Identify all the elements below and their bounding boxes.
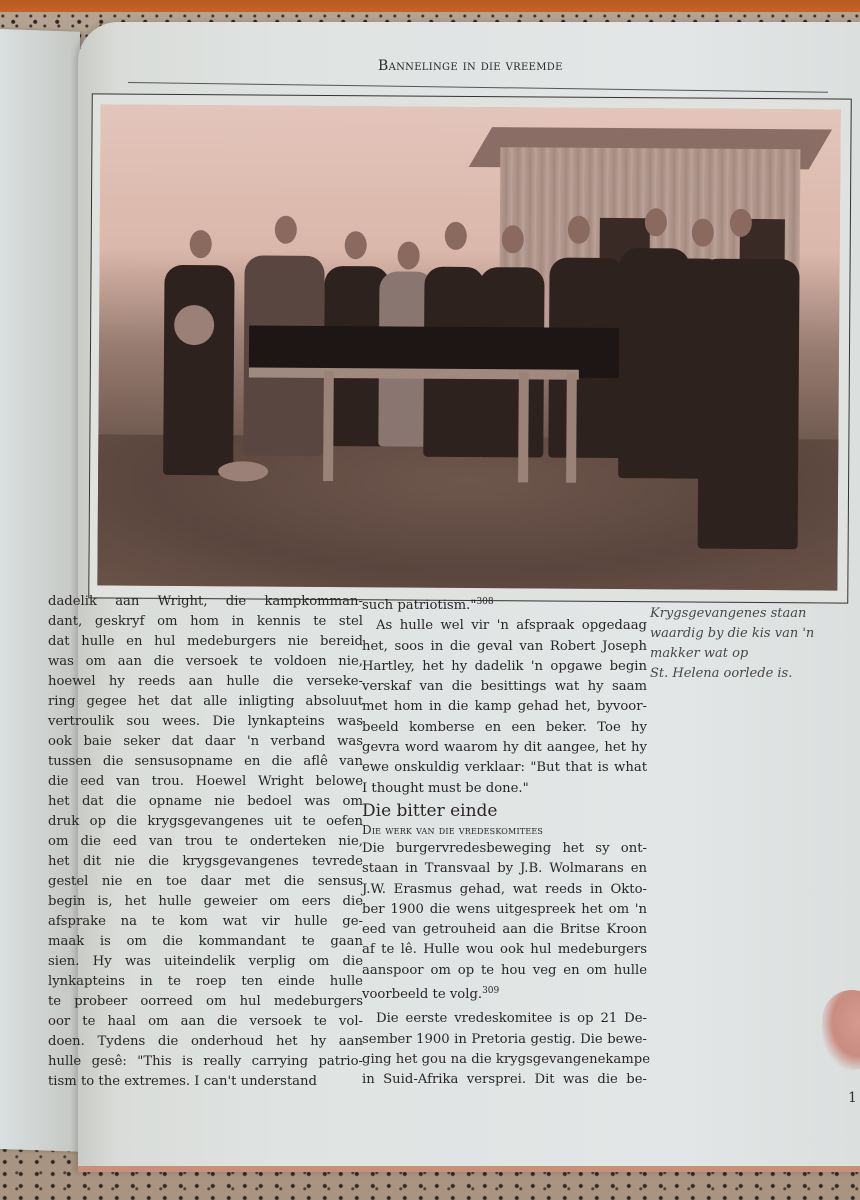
text-line: hulle gesê: "This is really carrying patrio- xyxy=(48,1054,363,1069)
text-line: ewe onskuldig verklaar: "But that is what xyxy=(362,760,647,776)
text-line: tussen die sensusopname en die aflê van xyxy=(48,754,363,769)
section-title: Die bitter einde xyxy=(362,800,498,821)
text-line xyxy=(362,981,647,1005)
text-line: hoewel hy reeds aan hulle die verseke- xyxy=(48,674,363,689)
caption-line: St. Helena oorlede is. xyxy=(650,666,793,681)
text-line: vertroulik sou wees. Die lynkapteins was xyxy=(48,714,363,729)
photo-caption xyxy=(650,604,840,684)
trestle-leg xyxy=(566,373,577,483)
text-line: dadelik aan Wright, die kampkomman- xyxy=(48,594,363,609)
text-line: het dat die opname nie bedoel was om xyxy=(48,794,363,809)
hat-on-ground xyxy=(218,461,268,481)
person-head xyxy=(445,222,467,250)
page-bottom-edge xyxy=(78,1166,860,1172)
historical-photograph xyxy=(97,104,840,590)
text-line: Hartley, het hy dadelik 'n opgawe begin xyxy=(362,658,647,674)
text-column-middle xyxy=(362,592,651,1091)
text-line: ging het gou na die krygsgevangenekampe xyxy=(362,1051,651,1067)
footnote-ref-308[interactable]: 308 xyxy=(476,597,494,607)
text-line: druk op die krygsgevangenes uit te oefen xyxy=(48,814,363,829)
photo-frame xyxy=(88,93,852,603)
footnote-ref-309[interactable]: 309 xyxy=(482,986,500,997)
paragraph-end: such patriotism." xyxy=(362,598,477,613)
trestle-leg xyxy=(518,372,529,482)
text-line: afsprake na te kom wat vir hulle ge- xyxy=(48,914,363,929)
section-subtitle: Die werk van die vredeskomitees xyxy=(362,822,544,837)
text-column-left xyxy=(48,592,363,1092)
text-line: die eed van trou. Hoewel Wright belowe xyxy=(48,774,363,789)
person-head xyxy=(568,216,590,244)
hat-in-hand xyxy=(174,305,214,345)
text-line: ring gegee het dat alle inligting absoluut xyxy=(48,694,363,709)
person-head xyxy=(692,219,714,247)
person-head xyxy=(398,241,420,269)
caption-line: waardig by die kis van 'n xyxy=(650,626,815,641)
person-head xyxy=(730,209,752,237)
thumb-holding-page xyxy=(822,990,860,1070)
text-line: met hom in die kamp gehad het, byvoor- xyxy=(362,699,647,715)
trestle-leg xyxy=(323,371,334,481)
person xyxy=(698,259,800,550)
text-line: sien. Hy was uiteindelik verplig om die xyxy=(48,954,363,969)
text-line: gestel nie en toe daar met die sensus xyxy=(48,874,363,889)
text-line: dant, geskryf om hom in kennis te stel xyxy=(48,614,363,629)
running-head: Bannelinge in die vreemde xyxy=(378,58,563,74)
text-line: sember 1900 in Pretoria gestig. Die bewe- xyxy=(362,1031,647,1047)
text-line: aanspoor om op te hou veg en om hulle xyxy=(362,962,647,978)
text-line: J.W. Erasmus gehad, wat reeds in Okto- xyxy=(362,881,647,897)
text-line: gevra word waarom hy dit aangee, het hy xyxy=(362,740,647,756)
page-number: 1 xyxy=(848,1090,857,1106)
text-line xyxy=(362,592,647,616)
text-line: in Suid-Afrika versprei. Dit was die be- xyxy=(362,1072,647,1088)
person-head xyxy=(502,225,524,253)
text-line: eed van getrouheid aan die Britse Kroon xyxy=(362,922,647,938)
caption-line: Krygsgevangenes staan xyxy=(650,606,807,621)
text-line: begin is, het hulle geweier om eers die xyxy=(48,894,363,909)
text-line: te probeer oorreed om hul medeburgers xyxy=(48,994,363,1009)
text-line: Die burgervredesbeweging het sy ont- xyxy=(362,840,647,856)
paragraph-end: voorbeeld te volg. xyxy=(362,987,483,1003)
text-line: af te lê. Hulle wou ook hul medeburgers xyxy=(362,942,647,958)
person-head xyxy=(345,231,367,259)
text-line: doen. Tydens die onderhoud het hy aan xyxy=(48,1034,363,1049)
text-line: het, soos in die geval van Robert Joseph xyxy=(362,638,647,654)
text-line: oor te haal om aan die versoek te vol- xyxy=(48,1014,363,1029)
text-line: ook baie seker dat daar 'n verband was xyxy=(48,734,363,749)
person xyxy=(163,265,234,475)
person-head xyxy=(275,216,297,244)
text-line: I thought must be done." xyxy=(362,780,529,796)
person-head xyxy=(190,230,212,258)
text-line: tism to the extremes. I can't understand xyxy=(48,1074,317,1089)
person-head xyxy=(645,208,667,236)
text-line: lynkapteins in te roep ten einde hulle xyxy=(48,974,363,989)
text-line: verskaf van die besittings wat hy saam xyxy=(362,679,647,695)
text-line: beeld komberse en een beker. Toe hy xyxy=(362,719,647,735)
text-line: As hulle wel vir 'n afspraak opgedaag xyxy=(376,618,647,634)
text-line: om die eed van trou te onderteken nie, xyxy=(48,834,363,849)
text-line: maak is om die kommandant te gaan xyxy=(48,934,363,949)
text-line: het dit nie die krygsgevangenes tevrede xyxy=(48,854,363,869)
text-line: was om aan die versoek te voldoen nie, xyxy=(48,654,363,669)
text-line: Die eerste vredeskomitee is op 21 De- xyxy=(376,1011,647,1027)
text-line: ber 1900 die wens uitgespreek het om 'n xyxy=(362,901,647,917)
text-line: dat hulle en hul medeburgers nie bereid xyxy=(48,634,363,649)
caption-line: makker wat op xyxy=(650,646,749,661)
text-line: staan in Transvaal by J.B. Wolmarans en xyxy=(362,861,647,877)
